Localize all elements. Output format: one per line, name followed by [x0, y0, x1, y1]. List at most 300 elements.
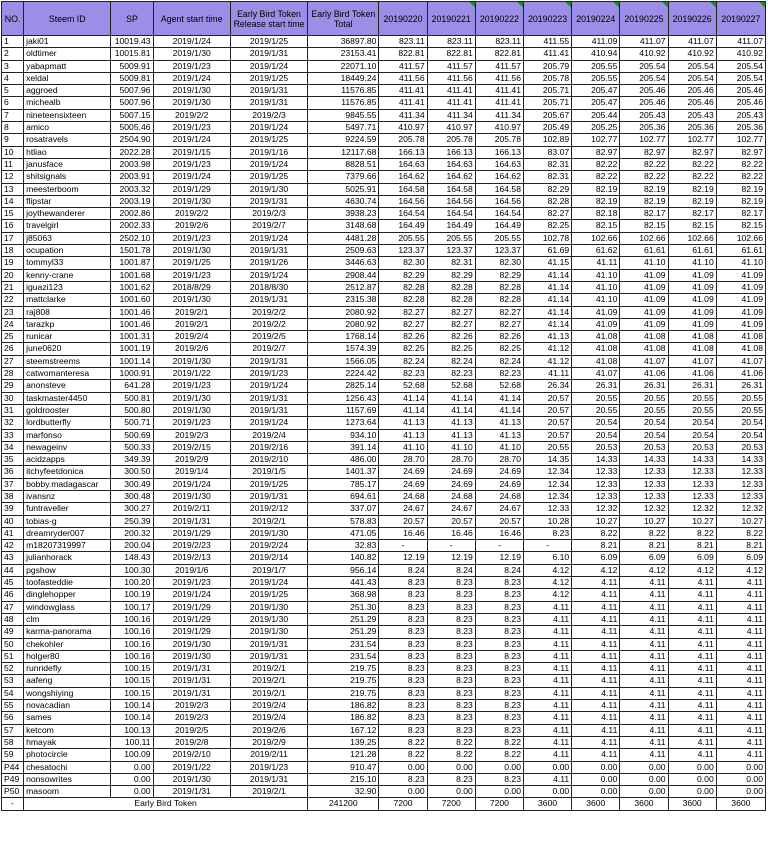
table-row [2, 589, 766, 601]
row-no: 15 [2, 208, 24, 220]
date-value: 41.09 [620, 306, 668, 318]
date-value: 41.09 [620, 269, 668, 281]
date-value: 41.09 [668, 318, 716, 330]
ebt-total: 23153.41 [308, 48, 379, 60]
steem-id: wongshiying [24, 687, 111, 699]
table-row [2, 773, 766, 785]
date-value: 205.46 [668, 97, 716, 109]
date-value: 20.54 [668, 429, 716, 441]
ebt-total: 231.54 [308, 650, 379, 662]
row-no: 19 [2, 257, 24, 269]
release-start: 2019/1/31 [230, 392, 307, 404]
date-value: 82.27 [523, 208, 571, 220]
agent-start: 2019/1/31 [153, 515, 230, 527]
release-start: 2019/1/31 [230, 294, 307, 306]
row-no: 27 [2, 355, 24, 367]
date-value: 82.28 [379, 281, 427, 293]
date-value: 82.22 [668, 171, 716, 183]
row-no: 23 [2, 306, 24, 318]
date-value: 205.36 [620, 122, 668, 134]
date-value: 166.13 [379, 146, 427, 158]
agent-start: 2019/1/6 [153, 564, 230, 576]
steem-id: runicar [24, 331, 111, 343]
row-no: 3 [2, 60, 24, 72]
date-value: 8.23 [475, 687, 523, 699]
steem-id: itchyfeetdonica [24, 466, 111, 478]
steem-id: nineteensixteen [24, 109, 111, 121]
col-header-no: NO. [2, 2, 24, 36]
date-value: 4.11 [620, 687, 668, 699]
date-value: 82.18 [572, 208, 620, 220]
table-row [2, 613, 766, 625]
sp-value: 500.69 [111, 429, 153, 441]
table-row [2, 577, 766, 589]
sp-value: 100.16 [111, 613, 153, 625]
date-value: 4.11 [572, 638, 620, 650]
date-value: 205.46 [620, 97, 668, 109]
date-value: 102.66 [716, 232, 765, 244]
sp-value: 300.49 [111, 478, 153, 490]
date-value: 205.46 [668, 85, 716, 97]
date-value: 8.23 [427, 675, 475, 687]
date-value: 52.68 [379, 380, 427, 392]
row-no: 57 [2, 724, 24, 736]
date-value: 82.28 [427, 281, 475, 293]
date-value: 6.10 [523, 552, 571, 564]
sp-value: 5009.91 [111, 60, 153, 72]
date-value: 41.09 [668, 281, 716, 293]
date-value: 41.14 [523, 294, 571, 306]
sp-value: 200.32 [111, 527, 153, 539]
date-value: 8.23 [475, 601, 523, 613]
date-value: 41.10 [427, 441, 475, 453]
date-value: 410.94 [572, 48, 620, 60]
steem-id: acidzapps [24, 454, 111, 466]
date-value: 205.78 [523, 72, 571, 84]
date-value: 4.11 [523, 687, 571, 699]
table-row [2, 171, 766, 183]
sp-value: 641.28 [111, 380, 153, 392]
date-value: 8.23 [475, 613, 523, 625]
release-start: 2019/2/7 [230, 343, 307, 355]
date-value: 205.54 [716, 60, 765, 72]
agent-start: 2018/8/29 [153, 281, 230, 293]
row-no: 2 [2, 48, 24, 60]
sp-value: 100.20 [111, 577, 153, 589]
steem-id: runridefly [24, 663, 111, 675]
date-value: 205.54 [716, 72, 765, 84]
table-row [2, 564, 766, 576]
ebt-total: 2512.87 [308, 281, 379, 293]
date-value: 411.56 [379, 72, 427, 84]
total-ebt-value: 241200 [308, 798, 379, 810]
ebt-total: 486.00 [308, 454, 379, 466]
sp-value: 100.15 [111, 663, 153, 675]
date-value: 8.23 [379, 589, 427, 601]
date-value: 4.11 [523, 626, 571, 638]
sp-value: 300.48 [111, 490, 153, 502]
date-value: 4.11 [572, 712, 620, 724]
sp-value: 250.39 [111, 515, 153, 527]
date-value: 411.34 [379, 109, 427, 121]
row-no: 6 [2, 97, 24, 109]
date-value: 41.09 [668, 269, 716, 281]
date-value: 4.12 [668, 564, 716, 576]
date-value: 12.34 [523, 490, 571, 502]
date-value: 41.08 [620, 331, 668, 343]
date-value: 8.23 [427, 577, 475, 589]
release-start: 2019/2/9 [230, 736, 307, 748]
release-start: 2019/1/24 [230, 269, 307, 281]
table-row [2, 503, 766, 515]
sp-value: 500.71 [111, 417, 153, 429]
date-value: 205.36 [668, 122, 716, 134]
row-no: 29 [2, 380, 24, 392]
date-value: 41.08 [572, 343, 620, 355]
date-value: 8.23 [475, 773, 523, 785]
row-no: 11 [2, 158, 24, 170]
agent-start: 2019/1/15 [153, 146, 230, 158]
steem-id: steemstreems [24, 355, 111, 367]
agent-start: 2019/1/30 [153, 97, 230, 109]
date-value: 41.07 [716, 355, 765, 367]
date-value: 822.81 [427, 48, 475, 60]
date-value: 8.21 [668, 540, 716, 552]
date-value: 20.57 [523, 392, 571, 404]
ebt-total: 9845.55 [308, 109, 379, 121]
date-value: 4.11 [572, 700, 620, 712]
release-start: 2019/2/3 [230, 109, 307, 121]
date-value: 6.09 [572, 552, 620, 564]
date-value: 12.19 [427, 552, 475, 564]
date-value: 82.15 [572, 220, 620, 232]
date-value: 8.23 [379, 663, 427, 675]
date-value: 4.11 [668, 736, 716, 748]
agent-start: 2019/2/3 [153, 712, 230, 724]
table-row [2, 687, 766, 699]
date-value: 164.58 [427, 183, 475, 195]
ebt-total: 1157.69 [308, 404, 379, 416]
date-value: 411.41 [475, 97, 523, 109]
date-value: 4.11 [716, 626, 765, 638]
agent-start: 2019/2/1 [153, 318, 230, 330]
row-no: 50 [2, 638, 24, 650]
release-start: 2019/1/31 [230, 490, 307, 502]
table-row [2, 650, 766, 662]
agent-start: 2019/1/24 [153, 589, 230, 601]
steem-id: m18207319997 [24, 540, 111, 552]
table-row [2, 232, 766, 244]
row-no: 17 [2, 232, 24, 244]
ebt-total: 3938.23 [308, 208, 379, 220]
date-value: 82.22 [716, 171, 765, 183]
ebt-total: 4630.74 [308, 195, 379, 207]
agent-start: 2019/1/30 [153, 245, 230, 257]
sp-value: 0.00 [111, 761, 153, 773]
ebt-total: 9224.59 [308, 134, 379, 146]
date-value: 82.25 [523, 220, 571, 232]
agent-start: 2019/2/6 [153, 220, 230, 232]
ebt-total: 251.30 [308, 601, 379, 613]
agent-start: 2019/2/5 [153, 724, 230, 736]
date-value: 52.68 [427, 380, 475, 392]
date-value: 20.55 [523, 441, 571, 453]
date-value: 82.30 [475, 257, 523, 269]
ebt-total: 785.17 [308, 478, 379, 490]
date-value: 205.46 [716, 85, 765, 97]
date-value: 41.14 [523, 269, 571, 281]
ebt-total: 219.75 [308, 663, 379, 675]
date-value: 0.00 [379, 786, 427, 798]
date-value: 8.23 [427, 613, 475, 625]
steem-id: j85063 [24, 232, 111, 244]
release-start: 2019/1/31 [230, 97, 307, 109]
ebt-total: 219.75 [308, 675, 379, 687]
date-value: 12.33 [572, 490, 620, 502]
date-value: 28.70 [475, 454, 523, 466]
date-value: 14.33 [620, 454, 668, 466]
date-value: 205.55 [475, 232, 523, 244]
date-value: 4.11 [620, 650, 668, 662]
date-value: 205.47 [572, 97, 620, 109]
total-date-value: 3600 [716, 798, 765, 810]
date-value: 41.10 [379, 441, 427, 453]
date-value: 41.10 [572, 294, 620, 306]
date-value: 10.27 [716, 515, 765, 527]
agent-start: 2019/1/30 [153, 773, 230, 785]
date-value: 8.23 [427, 700, 475, 712]
date-value: 410.97 [379, 122, 427, 134]
date-value: 12.33 [572, 466, 620, 478]
date-value: 24.67 [379, 503, 427, 515]
date-value: 8.23 [475, 589, 523, 601]
date-value: 16.46 [379, 527, 427, 539]
agent-start: 2019/1/24 [153, 36, 230, 48]
date-value: 0.00 [668, 773, 716, 785]
steem-id: joythewanderer [24, 208, 111, 220]
row-no: 54 [2, 687, 24, 699]
date-value: 41.12 [523, 343, 571, 355]
date-value: 10.27 [668, 515, 716, 527]
sp-value: 1000.91 [111, 368, 153, 380]
ebt-total: 8828.51 [308, 158, 379, 170]
row-no: 24 [2, 318, 24, 330]
date-value: 82.27 [427, 318, 475, 330]
date-value: 20.55 [668, 392, 716, 404]
steem-id: taskmaster4450 [24, 392, 111, 404]
release-start: 2019/1/31 [230, 245, 307, 257]
date-value: 205.78 [475, 134, 523, 146]
row-no: P49 [2, 773, 24, 785]
agent-start: 2019/1/30 [153, 85, 230, 97]
date-value: 164.58 [475, 183, 523, 195]
date-value: - [427, 540, 475, 552]
sp-value: 2002.33 [111, 220, 153, 232]
table-row [2, 48, 766, 60]
release-start: 2019/1/30 [230, 527, 307, 539]
ebt-total: 215.10 [308, 773, 379, 785]
agent-start: 2019/2/1 [153, 306, 230, 318]
table-row [2, 281, 766, 293]
date-value: 0.00 [427, 786, 475, 798]
table-row [2, 712, 766, 724]
date-value: 41.08 [668, 343, 716, 355]
steem-id: hmayak [24, 736, 111, 748]
date-value: 0.00 [475, 761, 523, 773]
sp-value: 100.16 [111, 650, 153, 662]
date-value: 0.00 [668, 786, 716, 798]
ebt-total: 36897.80 [308, 36, 379, 48]
agent-start: 2019/2/8 [153, 736, 230, 748]
release-start: 2019/1/31 [230, 48, 307, 60]
date-value: 82.22 [620, 158, 668, 170]
date-value: 823.11 [475, 36, 523, 48]
release-start: 2019/2/2 [230, 306, 307, 318]
ebt-total: 2080.92 [308, 318, 379, 330]
date-value: 20.57 [523, 417, 571, 429]
agent-start: 2019/1/23 [153, 577, 230, 589]
date-value: 4.11 [716, 589, 765, 601]
date-value: 20.54 [620, 417, 668, 429]
token-distribution-table [1, 1, 766, 811]
date-value: 4.11 [716, 724, 765, 736]
date-value: 4.11 [620, 626, 668, 638]
date-value: 8.22 [379, 736, 427, 748]
date-value: 41.11 [523, 368, 571, 380]
row-no: 25 [2, 331, 24, 343]
agent-start: 2019/1/30 [153, 490, 230, 502]
date-value: 410.92 [668, 48, 716, 60]
row-no: 4 [2, 72, 24, 84]
steem-id: funtraveller [24, 503, 111, 515]
header-row [2, 2, 766, 36]
date-value: 4.11 [668, 749, 716, 761]
date-value: 82.97 [572, 146, 620, 158]
sp-value: 10019.43 [111, 36, 153, 48]
row-no: 39 [2, 503, 24, 515]
date-value: 12.33 [523, 503, 571, 515]
row-no: 12 [2, 171, 24, 183]
date-value: 4.11 [668, 650, 716, 662]
date-value: 164.56 [379, 195, 427, 207]
date-value: 14.35 [523, 454, 571, 466]
date-value: 4.11 [572, 687, 620, 699]
date-value: 20.55 [716, 392, 765, 404]
date-value: 82.26 [475, 331, 523, 343]
date-value: 4.11 [523, 724, 571, 736]
date-value: 41.08 [620, 343, 668, 355]
date-value: 26.31 [572, 380, 620, 392]
date-value: 4.11 [523, 749, 571, 761]
sp-value: 1001.62 [111, 281, 153, 293]
steem-id: aggroed [24, 85, 111, 97]
table-body [2, 36, 766, 811]
agent-start: 2019/1/29 [153, 626, 230, 638]
date-value: 41.13 [523, 331, 571, 343]
date-value: 0.00 [427, 761, 475, 773]
date-value: 8.23 [379, 650, 427, 662]
ebt-total: 2509.63 [308, 245, 379, 257]
date-value: - [523, 540, 571, 552]
ebt-total: 1401.37 [308, 466, 379, 478]
ebt-total: 694.61 [308, 490, 379, 502]
release-start: 2019/1/26 [230, 257, 307, 269]
row-no: 37 [2, 478, 24, 490]
col-header-date: 20190221 [427, 2, 475, 36]
table-row [2, 761, 766, 773]
table-row [2, 527, 766, 539]
date-value: 41.09 [716, 269, 765, 281]
release-start: 2019/2/1 [230, 515, 307, 527]
date-value: 20.54 [716, 429, 765, 441]
sp-value: 1001.31 [111, 331, 153, 343]
date-value: 26.31 [716, 380, 765, 392]
sp-value: 2003.32 [111, 183, 153, 195]
sp-value: 349.39 [111, 454, 153, 466]
release-start: 2019/2/10 [230, 454, 307, 466]
row-no: 52 [2, 663, 24, 675]
steem-id: yabapmatt [24, 60, 111, 72]
date-value: 164.56 [475, 195, 523, 207]
date-value: 41.07 [572, 368, 620, 380]
date-value: 82.30 [379, 257, 427, 269]
col-header-release-start: Early Bird Token Release start time [230, 2, 307, 36]
table-row [2, 85, 766, 97]
date-value: 28.70 [379, 454, 427, 466]
date-value: 82.29 [427, 269, 475, 281]
sp-value: 1001.87 [111, 257, 153, 269]
date-value: 4.11 [523, 613, 571, 625]
table-row [2, 220, 766, 232]
date-value: 8.22 [668, 527, 716, 539]
release-start: 2018/8/30 [230, 281, 307, 293]
sp-value: 300.50 [111, 466, 153, 478]
sp-value: 2002.86 [111, 208, 153, 220]
total-date-value: 3600 [620, 798, 668, 810]
table-row [2, 675, 766, 687]
ebt-total: 251.29 [308, 613, 379, 625]
date-value: 8.23 [379, 712, 427, 724]
ebt-total: 2825.14 [308, 380, 379, 392]
ebt-total: 186.82 [308, 712, 379, 724]
date-value: 20.55 [620, 392, 668, 404]
date-value: 41.06 [668, 368, 716, 380]
date-value: 83.07 [523, 146, 571, 158]
release-start: 2019/1/23 [230, 368, 307, 380]
date-value: 4.11 [572, 724, 620, 736]
release-start: 2019/1/31 [230, 355, 307, 367]
date-value: 102.77 [716, 134, 765, 146]
row-no: 43 [2, 552, 24, 564]
table-row [2, 122, 766, 134]
sp-value: 500.81 [111, 392, 153, 404]
steem-id: catwomanteresa [24, 368, 111, 380]
release-start: 2019/2/1 [230, 663, 307, 675]
release-start: 2019/2/5 [230, 331, 307, 343]
table-row [2, 97, 766, 109]
steem-id: janusface [24, 158, 111, 170]
agent-start: 2019/1/23 [153, 122, 230, 134]
date-value: 82.17 [716, 208, 765, 220]
ebt-total: 1273.64 [308, 417, 379, 429]
date-value: 8.23 [427, 589, 475, 601]
agent-start: 2019/1/31 [153, 675, 230, 687]
sp-value: 10015.81 [111, 48, 153, 60]
date-value: 411.57 [427, 60, 475, 72]
date-value: 12.32 [668, 503, 716, 515]
table-row [2, 749, 766, 761]
sp-value: 1001.19 [111, 343, 153, 355]
